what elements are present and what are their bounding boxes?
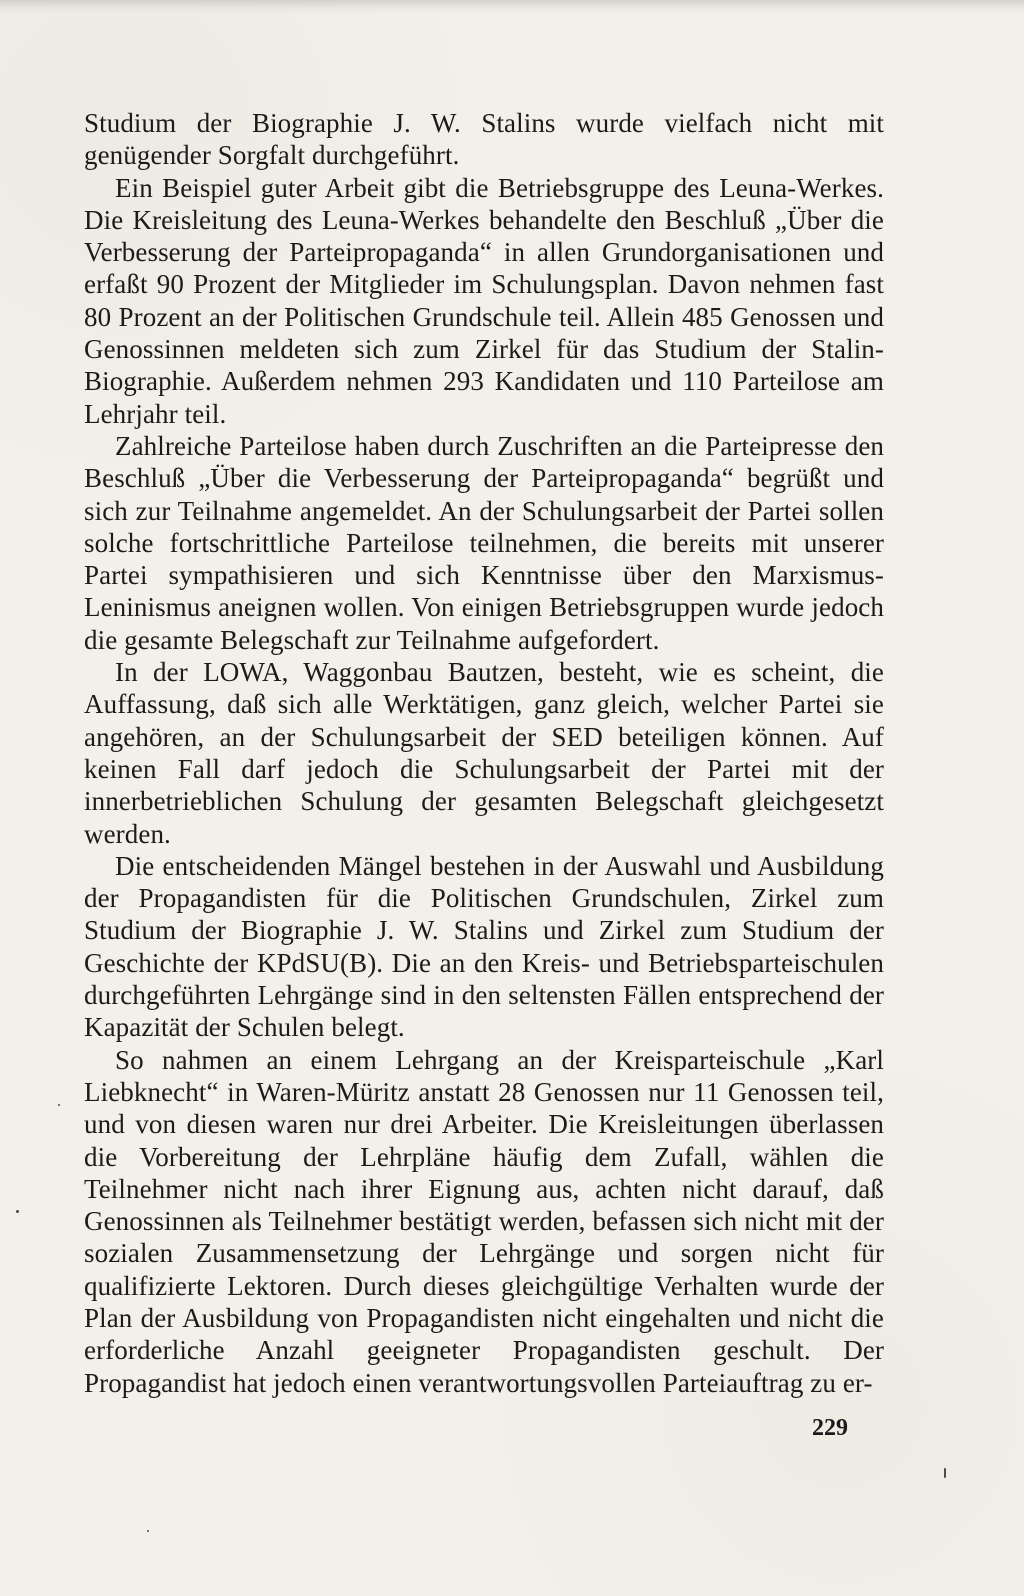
- scan-top-edge: [0, 0, 1024, 14]
- page-number: 229: [812, 1415, 848, 1441]
- scan-speck: [147, 1530, 149, 1532]
- paragraph-3: Zahlreiche Parteilose haben durch Zuschriften an die Parteipresse den Beschluß „Über die Verbesserung der Parteipropaganda“ begrüßt und sich zur Teilnahme angemeldet. An der Schulungsarbeit der Partei sollen solche fortschrittliche Parteilose teilnehmen, die bereits mit unserer Partei sympathisieren und sich Kenntnisse über den Marxismus-Leninismus aneignen wollen. Von einigen Betriebsgruppen wurde jedoch die gesamte Belegschaft zur Teilnahme aufgefordert.: [84, 430, 884, 655]
- body-text: [84, 107, 884, 1399]
- paragraph-2: Ein Beispiel guter Arbeit gibt die Betriebsgruppe des Leuna-Werkes. Die Kreisleitung des Leuna-Werkes behandelte den Beschluß „Über die Verbesserung der Parteipropaganda“ in allen Grundorganisationen und erfaßt 90 Prozent der Mitglieder im Schulungsplan. Davon nehmen fast 80 Prozent an der Politischen Grundschule teil. Allein 485 Genossen und Genossinnen meldeten sich zum Zirkel für das Studium der Stalin-Biographie. Außerdem nehmen 293 Kandidaten und 110 Parteilose am Lehrjahr teil.: [84, 172, 884, 429]
- scan-speck: [944, 1468, 946, 1478]
- paragraph-6: So nahmen an einem Lehrgang an der Kreisparteischule „Karl Liebknecht“ in Waren-Müritz anstatt 28 Genossen nur 11 Genossen teil, und von diesen waren nur drei Arbeiter. Die Kreisleitungen überlassen die Vorbereitung der Lehrpläne häufig dem Zufall, wählen die Teilnehmer nicht nach ihrer Eignung aus, achten nicht darauf, daß Genossinnen als Teilnehmer bestätigt werden, befassen sich nicht mit der sozialen Zusammensetzung der Lehrgänge und sorgen nicht für qualifizierte Lektoren. Durch dieses gleichgültige Verhalten wurde der Plan der Ausbildung von Propagandisten nicht eingehalten und nicht die erforderliche Anzahl geeigneter Propagandisten geschult. Der Propagandist hat jedoch einen verantwortungsvollen Parteiauftrag zu er-: [84, 1044, 884, 1398]
- scan-speck: [16, 1210, 19, 1213]
- scan-speck: [58, 1104, 60, 1106]
- paragraph-5: Die entscheidenden Mängel bestehen in der Auswahl und Ausbildung der Propagandisten für die Politischen Grundschulen, Zirkel zum Studium der Biographie J. W. Stalins und Zirkel zum Studium der Geschichte der KPdSU(B). Die an den Kreis- und Betriebsparteischulen durchgeführten Lehrgänge sind in den seltensten Fällen entsprechend der Kapazität der Schulen belegt.: [84, 850, 884, 1043]
- paragraph-1: Studium der Biographie J. W. Stalins wurde vielfach nicht mit genügender Sorgfalt durchgeführt.: [84, 108, 884, 171]
- paragraph-4: In der LOWA, Waggonbau Bautzen, besteht, wie es scheint, die Auffassung, daß sich alle Werktätigen, ganz gleich, welcher Partei sie angehören, an der Schulungsarbeit der SED beteiligen können. Auf keinen Fall darf jedoch die Schulungsarbeit der Partei mit der innerbetrieblichen Schulung der gesamten Belegschaft gleichgesetzt werden.: [84, 657, 884, 849]
